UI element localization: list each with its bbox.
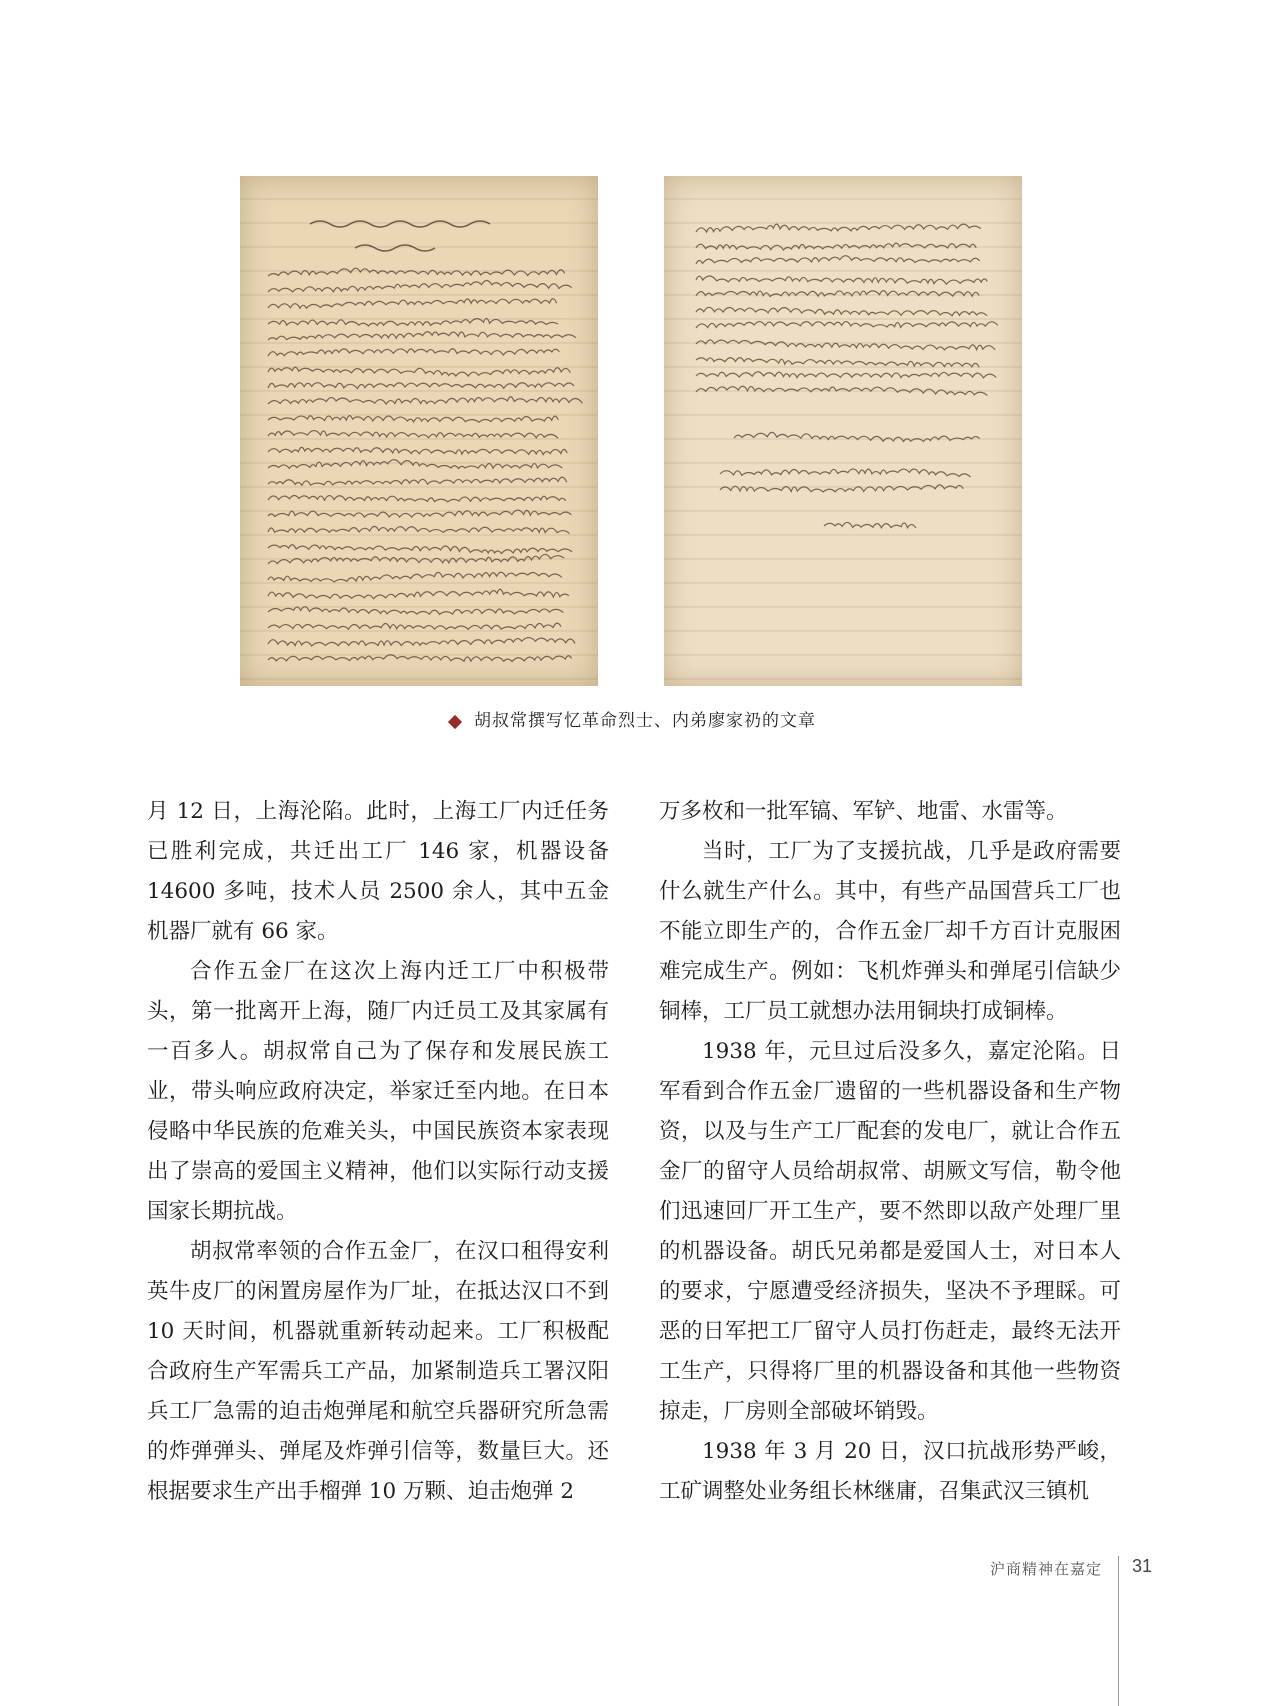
text-column-left xyxy=(147,792,609,1512)
paragraph: 月 12 日，上海沦陷。此时，上海工厂内迁任务已胜利完成，共迁出工厂 146 家，机器设备 14600 多吨，技术人员 2500 余人，其中五金机器厂就有 66 家。 xyxy=(147,799,609,944)
paragraph: 当时，工厂为了支援抗战，几乎是政府需要什么就生产什么。其中，有些产品国营兵工厂也不能立即生产的，合作五金厂却千方百计克服困难完成生产。例如：飞机炸弹头和弹尾引信缺少铜棒，工厂员工就想办法用铜块打成铜棒。 xyxy=(659,839,1121,1024)
manuscript-photo-left xyxy=(240,176,598,686)
footer-divider xyxy=(1118,1556,1119,1706)
caption-text: 胡叔常撰写忆革命烈士、内弟廖家礽的文章 xyxy=(474,711,816,731)
paragraph: 1938 年，元旦过后没多久，嘉定沦陷。日军看到合作五金厂遗留的一些机器设备和生产物资，以及与生产工厂配套的发电厂，就让合作五金厂的留守人员给胡叔常、胡厥文写信，勒令他们迅速回厂开工生产，要不然即以敌产处理厂里的机器设备。胡氏兄弟都是爱国人士，对日本人的要求，宁愿遭受经济损失，坚决不予理睬。可恶的日军把工厂留守人员打伤赶走，最终无法开工生产，只得将厂里的机器设备和其他一些物资掠走，厂房则全部破坏销毁。 xyxy=(659,1039,1121,1424)
paragraph: 1938 年 3 月 20 日，汉口抗战形势严峻，工矿调整处业务组长林继庸，召集武汉三镇机 xyxy=(659,1439,1121,1504)
text-column-right xyxy=(659,792,1121,1512)
page-number: 31 xyxy=(1132,1556,1153,1576)
manuscript-photo-right xyxy=(664,176,1022,686)
paragraph: 合作五金厂在这次上海内迁工厂中积极带头，第一批离开上海，随厂内迁员工及其家属有一百多人。胡叔常自己为了保存和发展民族工业，带头响应政府决定，举家迁至内地。在日本侵略中华民族的危难关头，中国民族资本家表现出了崇高的爱国主义精神，他们以实际行动支援国家长期抗战。 xyxy=(147,959,609,1224)
paragraph: 胡叔常率领的合作五金厂，在汉口租得安利英牛皮厂的闲置房屋作为厂址，在抵达汉口不到 10 天时间，机器就重新转动起来。工厂积极配合政府生产军需兵工产品，加紧制造兵工署汉阳兵工厂急需的迫击炮弹尾和航空兵器研究所急需的炸弹弹头、弹尾及炸弹引信等，数量巨大。还根据要求生产出手榴弹 10 万颗、迫击炮弹 2 xyxy=(147,1239,609,1504)
handwriting-left xyxy=(240,176,598,686)
running-footer-title: 沪商精神在嘉定 xyxy=(990,1560,1103,1578)
paragraph: 万多枚和一批军镐、军铲、地雷、水雷等。 xyxy=(659,799,1068,824)
caption-marker-icon xyxy=(448,714,462,728)
handwriting-right xyxy=(664,176,1022,686)
photo-caption xyxy=(0,706,1266,731)
